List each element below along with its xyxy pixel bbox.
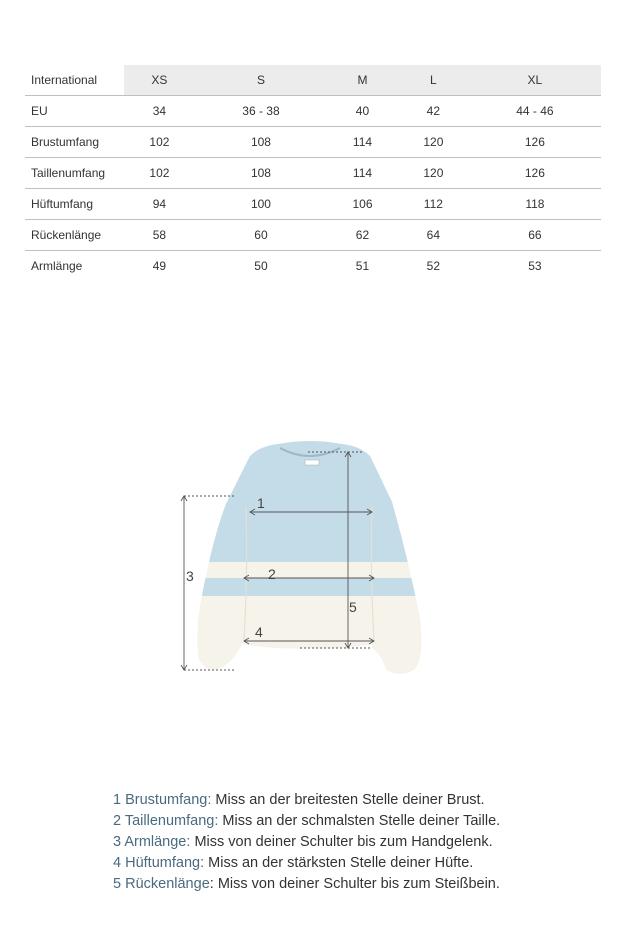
legend-item (113, 853, 500, 874)
legend-number: 5 (113, 876, 122, 892)
table-row (25, 251, 601, 282)
legend-term: Brustumfang: (125, 792, 212, 808)
legend-item (113, 874, 500, 895)
table-row (25, 220, 601, 251)
legend-item (113, 811, 500, 832)
row-label: Hüftumfang (25, 189, 124, 220)
table-cell: 114 (327, 127, 398, 158)
marker-2: 2 (268, 566, 276, 582)
table-cell: 120 (398, 127, 469, 158)
table-row (25, 189, 601, 220)
measurement-legend (113, 790, 500, 895)
header-label: International (25, 65, 124, 96)
table-cell: 94 (124, 189, 195, 220)
table-cell: 102 (124, 127, 195, 158)
table-cell: 106 (327, 189, 398, 220)
table-cell: 108 (195, 158, 327, 189)
sweater-icon (160, 430, 460, 674)
row-label: Brustumfang (25, 127, 124, 158)
size-xl: XL (469, 65, 601, 96)
row-label: Taillenumfang (25, 158, 124, 189)
sweater-measurement-diagram (160, 430, 460, 690)
table-cell: 114 (327, 158, 398, 189)
size-table-header (25, 65, 601, 96)
legend-item (113, 832, 500, 853)
table-row (25, 96, 601, 127)
row-label: EU (25, 96, 124, 127)
legend-term: Rückenlänge (125, 876, 210, 892)
size-s: S (195, 65, 327, 96)
marker-5: 5 (349, 599, 357, 615)
size-l: L (398, 65, 469, 96)
legend-text: Miss von deiner Schulter bis zum Handgelenk. (194, 834, 493, 850)
table-cell: 51 (355, 259, 370, 273)
legend-number: 4 (113, 855, 122, 871)
table-cell: 52 (426, 259, 441, 273)
table-cell: 108 (195, 127, 327, 158)
table-row (25, 127, 601, 158)
table-cell: 66 (469, 220, 601, 251)
table-cell: 44 - 46 (469, 96, 601, 127)
table-cell: 62 (327, 220, 398, 251)
row-label: Rückenlänge (25, 220, 124, 251)
table-cell: 42 (398, 96, 469, 127)
legend-number: 3 (113, 834, 122, 850)
table-cell: 36 - 38 (195, 96, 327, 127)
size-table (25, 65, 601, 281)
table-cell: 34 (124, 96, 195, 127)
legend-colon: : (209, 876, 214, 892)
table-cell: 53 (528, 259, 542, 273)
legend-text: Miss von deiner Schulter bis zum Steißbein. (217, 876, 500, 892)
legend-item (113, 790, 500, 811)
table-cell: 102 (124, 158, 195, 189)
marker-4: 4 (255, 624, 263, 640)
marker-3: 3 (186, 568, 194, 584)
legend-term: Hüftumfang: (125, 855, 205, 871)
table-cell: 64 (398, 220, 469, 251)
legend-term: Armlänge: (124, 834, 191, 850)
table-cell: 50 (254, 259, 268, 273)
table-cell: 112 (398, 189, 469, 220)
table-cell: 58 (124, 220, 195, 251)
legend-text: Miss an der schmalsten Stelle deiner Taille. (222, 813, 501, 829)
legend-number: 1 (113, 792, 122, 808)
size-xs: XS (124, 65, 195, 96)
size-m: M (327, 65, 398, 96)
table-cell: 60 (195, 220, 327, 251)
table-cell: 120 (398, 158, 469, 189)
table-row (25, 158, 601, 189)
table-cell: 40 (327, 96, 398, 127)
row-label: Armlänge (31, 259, 83, 273)
table-cell: 126 (469, 127, 601, 158)
table-cell: 118 (469, 189, 601, 220)
legend-number: 2 (113, 813, 122, 829)
marker-1: 1 (257, 495, 265, 511)
table-cell: 49 (152, 259, 167, 273)
table-cell: 100 (195, 189, 327, 220)
legend-text: Miss an der stärksten Stelle deiner Hüfte. (208, 855, 474, 871)
table-cell: 126 (469, 158, 601, 189)
legend-term: Taillenumfang: (124, 813, 219, 829)
legend-text: Miss an der breitesten Stelle deiner Brust. (215, 792, 485, 808)
